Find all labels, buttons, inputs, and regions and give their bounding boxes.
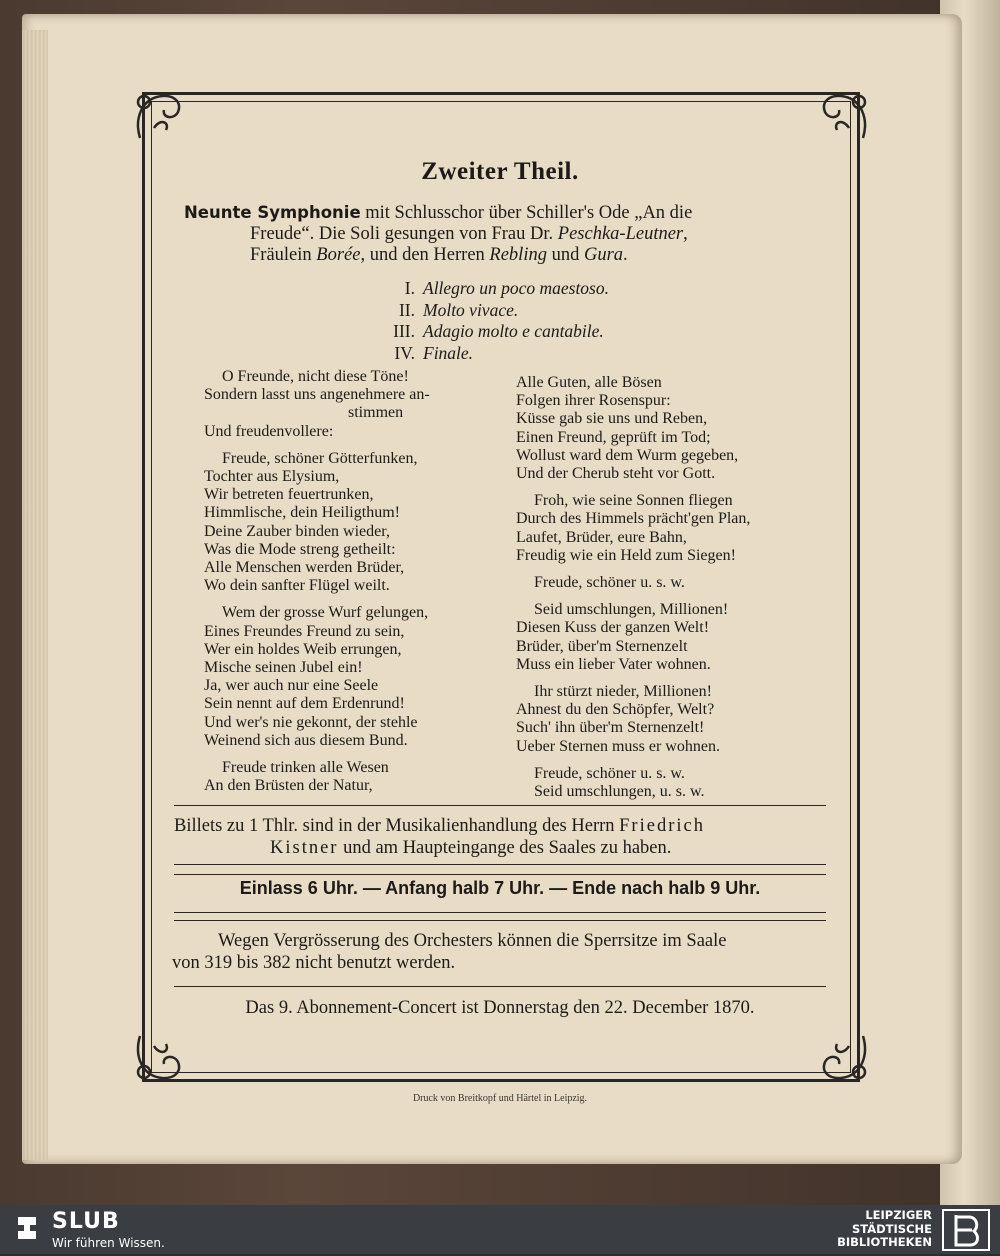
movement-name: Adagio molto e cantabile. — [423, 321, 604, 341]
stanza — [516, 765, 816, 801]
symphony-description — [184, 202, 839, 266]
stanza — [516, 574, 816, 592]
corner-ornament-top-left-icon — [130, 88, 190, 148]
verse-line: Küsse gab sie uns und Reben, — [516, 410, 708, 428]
soloist-name: Peschka-Leutner — [557, 224, 684, 244]
dealer-name: Friedrich — [619, 816, 705, 836]
verse-line: Folgen ihrer Rosenspur: — [516, 392, 671, 410]
verse-line: Alle Guten, alle Bösen — [516, 374, 662, 391]
divider — [174, 920, 826, 921]
text: Billets zu 1 Thlr. sind in der Musikalienhandlung des Herrn — [174, 816, 620, 836]
stanza — [516, 492, 816, 565]
verse-line: Was die Mode streng getheilt: — [204, 540, 396, 558]
slub-name: SLUB — [52, 1209, 120, 1234]
movement-name: Allegro un poco maestoso. — [423, 278, 609, 298]
symphony-title: Neunte Symphonie — [184, 203, 361, 222]
verse-line: Freude, schöner u. s. w. — [534, 574, 685, 592]
verse-line: Wer ein holdes Weib errungen, — [204, 640, 402, 658]
ticket-info-line-2 — [174, 837, 834, 859]
verse-line: Und der Cherub steht vor Gott. — [516, 465, 716, 483]
movement-number: IV. — [394, 342, 415, 363]
footer-bar — [0, 1205, 1000, 1254]
divider — [174, 874, 826, 875]
verse-line: Ueber Sternen muss er wohnen. — [516, 737, 720, 755]
verse-line: Einen Freund, geprüft im Tod; — [516, 428, 711, 446]
verse-line: Alle Menschen werden Brüder, — [204, 559, 405, 577]
stanza — [516, 601, 816, 674]
stanza — [516, 683, 816, 756]
movement-item — [355, 300, 609, 322]
verse-line: Durch des Himmels prächt'gen Plan, — [516, 510, 751, 528]
stanza — [516, 374, 816, 483]
verse-line: Mische seinen Jubel ein! — [204, 659, 363, 677]
verse-line: Sondern lasst uns angenehmere an- — [204, 386, 430, 404]
slub-logo-icon — [14, 1213, 40, 1243]
text: STÄDTISCHE — [851, 1221, 932, 1236]
seating-notice — [172, 930, 832, 974]
verse-line: Und wer's nie gekonnt, der stehle — [204, 713, 418, 731]
verse-line: Weinend sich aus diesem Bund. — [204, 731, 408, 749]
text: , und den Herren — [360, 245, 490, 265]
text: Freude“. Die Soli gesungen von Frau Dr. — [250, 224, 558, 244]
verse-line: Sein nennt auf dem Erdenrund! — [204, 695, 405, 713]
stanza — [204, 604, 504, 750]
printer-imprint: Druck von Breitkopf und Härtel in Leipzig. — [412, 1093, 588, 1104]
verse-line: Himmlische, dein Heiligthum! — [204, 504, 400, 522]
movement-number: III. — [393, 321, 415, 341]
text: LEIPZIGER — [865, 1208, 932, 1222]
dealer-name: Kistner — [270, 838, 339, 858]
text: BIBLIOTHEKEN — [837, 1235, 932, 1249]
verse-line: Muss ein lieber Vater wohnen. — [516, 655, 711, 673]
verse-line: Wir betreten feuertrunken, — [204, 486, 374, 504]
stanza — [204, 450, 504, 596]
section-heading: Zweiter Theil. — [421, 158, 579, 185]
divider — [174, 864, 826, 865]
text: und am Haupteingange des Saales zu haben. — [338, 838, 672, 858]
page-stack-edge — [22, 30, 48, 1160]
verse-line: Ihr stürzt nieder, Millionen! — [534, 683, 712, 701]
lyrics-right-column — [516, 374, 816, 810]
notice-line: von 319 bis 382 nicht benutzt werden. — [172, 953, 456, 973]
stanza — [204, 759, 504, 795]
movement-list — [355, 278, 609, 364]
verse-line: Deine Zauber binden wieder, — [204, 522, 390, 540]
soloist-name: Rebling — [489, 245, 547, 265]
movement-name: Finale. — [423, 342, 474, 363]
verse-line: An den Brüsten der Natur, — [204, 777, 373, 795]
corner-ornament-top-right-icon — [813, 88, 873, 148]
verse-line: Brüder, über'm Sternenzelt — [516, 637, 688, 655]
verse-line: Laufet, Brüder, eure Bahn, — [516, 528, 687, 546]
movement-item — [355, 343, 609, 365]
verse-line: Und freudenvollere: — [204, 422, 334, 440]
verse-line: Seid umschlungen, u. s. w. — [534, 783, 705, 801]
movement-item — [355, 278, 609, 300]
text: . — [623, 245, 628, 265]
divider — [174, 986, 826, 987]
verse-line: Freude, schöner u. s. w. — [534, 764, 685, 782]
text: , — [683, 224, 688, 244]
notice-line: Wegen Vergrösserung des Orchesters können die Sperrsitze im Saale — [218, 931, 727, 951]
symphony-line-3 — [184, 245, 839, 266]
lyrics-left-column — [204, 368, 504, 804]
movement-number: I. — [404, 278, 415, 298]
verse-line: Eines Freundes Freund zu sein, — [204, 622, 405, 640]
soloist-name: Gura — [583, 245, 624, 265]
divider — [174, 805, 826, 806]
verse-line: Froh, wie seine Sonnen fliegen — [534, 492, 733, 510]
verse-line: Wollust ward dem Wurm gegeben, — [516, 446, 739, 464]
movement-item — [355, 321, 609, 343]
movement-name: Molto vivace. — [423, 299, 519, 320]
verse-line: O Freunde, nicht diese Töne! — [222, 368, 409, 385]
divider — [174, 912, 826, 913]
verse-line: Freude, schöner Götterfunken, — [222, 449, 418, 467]
stanza — [204, 368, 504, 441]
verse-line: Ahnest du den Schöpfer, Welt? — [516, 701, 715, 719]
verse-line: Wem der grosse Wurf gelungen, — [222, 604, 429, 622]
verse-line: Wo dein sanfter Flügel weilt. — [204, 577, 390, 595]
verse-line: Freude trinken alle Wesen — [222, 759, 389, 777]
leipzig-library-logo-icon — [942, 1209, 990, 1251]
verse-line: Freudig wie ein Held zum Siegen! — [516, 546, 736, 564]
corner-ornament-bottom-left-icon — [130, 1026, 190, 1086]
slub-tagline: Wir führen Wissen. — [52, 1236, 165, 1250]
verse-line: Seid umschlungen, Millionen! — [534, 601, 729, 619]
verse-line: Diesen Kuss der ganzen Welt! — [516, 619, 710, 637]
text: und — [546, 245, 584, 265]
leipzig-library-name — [837, 1209, 932, 1250]
text: Fräulein — [250, 245, 317, 265]
verse-line: Tochter aus Elysium, — [204, 468, 340, 486]
timing-info: Einlass 6 Uhr. — Anfang halb 7 Uhr. — Ende nach halb 9 Uhr. — [239, 878, 761, 898]
next-concert-notice: Das 9. Abonnement-Concert ist Donnerstag den 22. December 1870. — [245, 998, 755, 1018]
verse-line: Such' ihn über'm Sternenzelt! — [516, 719, 705, 737]
corner-ornament-bottom-right-icon — [813, 1026, 873, 1086]
verse-line: Ja, wer auch nur eine Seele — [204, 677, 379, 695]
ticket-info — [174, 815, 834, 859]
verse-line: stimmen — [348, 404, 404, 422]
movement-number: II. — [398, 299, 415, 320]
soloist-name: Borée — [316, 245, 361, 265]
symphony-line-1: mit Schlusschor über Schiller's Ode „An die — [360, 203, 693, 223]
symphony-line-2 — [184, 224, 839, 245]
